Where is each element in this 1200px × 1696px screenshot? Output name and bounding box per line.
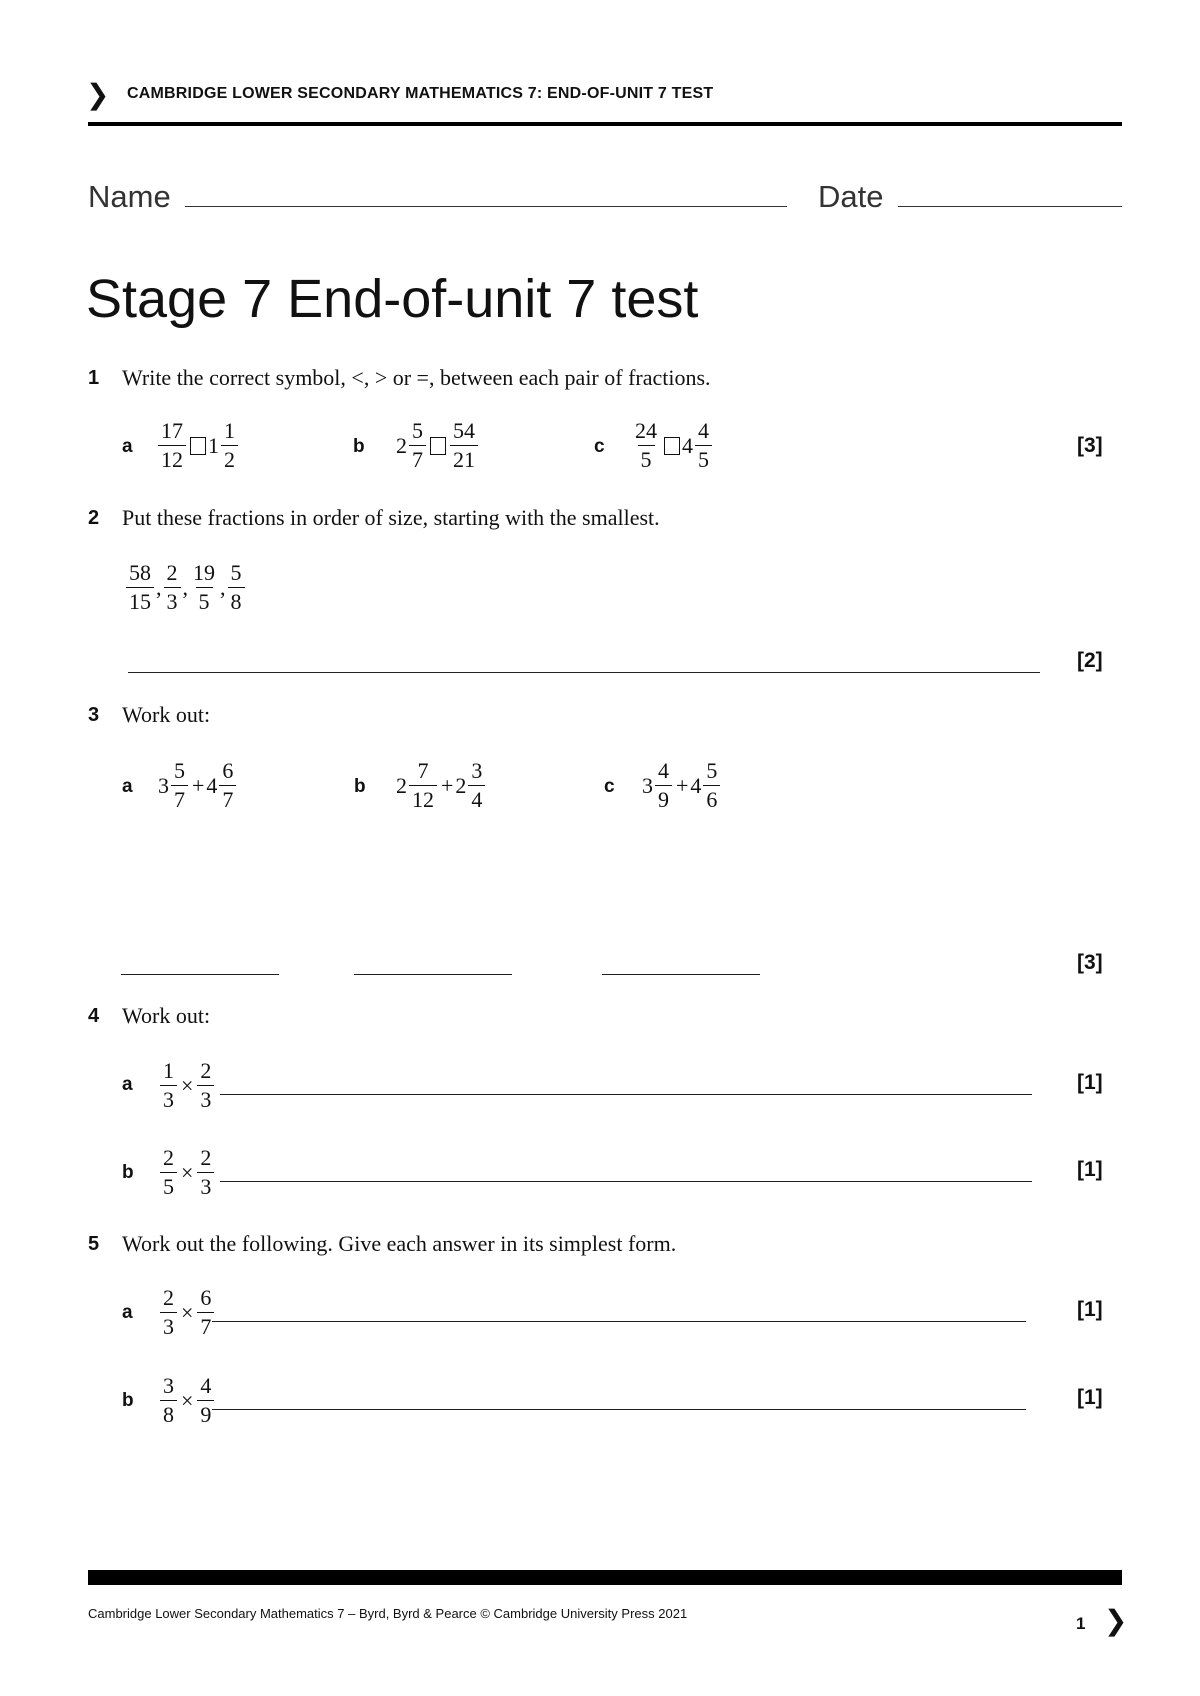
question-text: Write the correct symbol, <, > or =, between each pair of fractions.: [122, 365, 711, 390]
fraction-list: [124, 562, 247, 613]
question-number: 3: [88, 704, 100, 726]
fraction: $\frac{1}{3}$: [160, 1060, 177, 1111]
footer-rule: [88, 1570, 1122, 1585]
marks-label: [1]: [1077, 1158, 1103, 1181]
fraction: $\frac{17}{12}$: [158, 420, 186, 471]
name-label: Name: [88, 179, 171, 214]
question-text: Work out:: [122, 702, 211, 727]
comparison-expression: [156, 420, 240, 471]
fraction: $\frac{4}{9}$: [655, 760, 672, 811]
fraction: $\frac{1}{2}$: [221, 420, 238, 471]
symbol-answer-box[interactable]: [190, 437, 206, 455]
fraction: $\frac{3}{8}$: [160, 1375, 177, 1426]
marks-label: [1]: [1077, 1298, 1103, 1321]
fraction: $\frac{5}{6}$: [703, 760, 720, 811]
answer-line[interactable]: [602, 974, 760, 975]
question-text: Work out the following. Give each answer in its simplest form.: [122, 1231, 677, 1256]
answer-line[interactable]: [212, 1409, 1026, 1410]
marks-label: [3]: [1077, 434, 1103, 457]
fraction: $\frac{5}{8}$: [228, 562, 245, 613]
date-input-line[interactable]: [898, 176, 1122, 207]
operator: ×: [181, 1159, 194, 1185]
whole-number: 4: [690, 772, 702, 798]
part-label: b: [353, 436, 365, 457]
operator: ×: [181, 1299, 194, 1325]
fraction: $\frac{5}{7}$: [409, 420, 426, 471]
date-field-row: [818, 176, 1122, 215]
separator: ,: [156, 574, 162, 600]
name-input-line[interactable]: [185, 176, 787, 207]
operator: +: [676, 772, 689, 798]
whole-number: 2: [396, 772, 407, 798]
comparison-expression: [630, 420, 714, 471]
marks-label: [3]: [1077, 951, 1103, 974]
marks-label: [2]: [1077, 649, 1103, 672]
whole-number: 3: [158, 772, 169, 798]
question-text: Work out:: [122, 1003, 211, 1028]
separator: ,: [220, 574, 226, 600]
fraction: $\frac{2}{3}$: [197, 1147, 214, 1198]
fraction: $\frac{54}{21}$: [450, 420, 478, 471]
page-number: 1: [1076, 1614, 1086, 1633]
fraction: $\frac{2}{3}$: [164, 562, 181, 613]
page-title: Stage 7 End-of-unit 7 test: [86, 269, 699, 329]
fraction: $\frac{58}{15}$: [126, 562, 154, 613]
multiplication-expression: [158, 1287, 216, 1338]
answer-line[interactable]: [220, 1181, 1032, 1182]
marks-label: [1]: [1077, 1071, 1103, 1094]
addition-expression: [396, 760, 487, 811]
header-title: CAMBRIDGE LOWER SECONDARY MATHEMATICS 7: END-OF-UNIT 7 TEST: [127, 85, 714, 102]
part-label: a: [122, 1074, 133, 1095]
whole-number: 4: [206, 772, 218, 798]
multiplication-expression: [158, 1375, 216, 1426]
fraction: $\frac{6}{7}$: [197, 1287, 214, 1338]
answer-line[interactable]: [128, 672, 1040, 673]
part-label: c: [604, 776, 615, 797]
whole-number: 1: [208, 432, 219, 458]
part-label: a: [122, 1302, 133, 1323]
symbol-answer-box[interactable]: [430, 437, 446, 455]
marks-label: [1]: [1077, 1386, 1103, 1409]
separator: ,: [182, 574, 188, 600]
multiplication-expression: [158, 1147, 216, 1198]
whole-number: 2: [396, 432, 407, 458]
footer-text: Cambridge Lower Secondary Mathematics 7 – Byrd, Byrd & Pearce © Cambridge University Press 2021: [88, 1606, 688, 1621]
question-number: 2: [88, 507, 100, 529]
symbol-answer-box[interactable]: [664, 437, 680, 455]
question-number: 5: [88, 1233, 100, 1255]
answer-line[interactable]: [354, 974, 512, 975]
part-label: b: [122, 1162, 134, 1183]
answer-line[interactable]: [212, 1321, 1026, 1322]
next-page-chevron-icon[interactable]: ❯: [1104, 1604, 1128, 1637]
part-label: b: [354, 776, 366, 797]
name-field-row: [88, 176, 787, 215]
addition-expression: [642, 760, 722, 811]
fraction: $\frac{19}{5}$: [193, 560, 215, 614]
operator: ×: [181, 1072, 194, 1098]
question-number: 1: [88, 367, 100, 389]
fraction: $\frac{3}{4}$: [468, 760, 485, 811]
fraction: $\frac{24}{5}$: [635, 418, 657, 472]
chevron-right-icon: ❯: [86, 78, 110, 111]
whole-number: 2: [455, 772, 467, 798]
fraction: $\frac{7}{12}$: [409, 760, 437, 811]
operator: ×: [181, 1387, 194, 1413]
question-text: Put these fractions in order of size, starting with the smallest.: [122, 505, 660, 530]
part-label: c: [594, 436, 605, 457]
operator: +: [441, 772, 454, 798]
answer-line[interactable]: [121, 974, 279, 975]
addition-expression: [158, 760, 238, 811]
date-label: Date: [818, 179, 884, 214]
fraction: $\frac{5}{7}$: [171, 760, 188, 811]
multiplication-expression: [158, 1060, 216, 1111]
fraction: $\frac{4}{5}$: [695, 420, 712, 471]
fraction: $\frac{2}{5}$: [160, 1147, 177, 1198]
whole-number: 3: [642, 772, 653, 798]
question-number: 4: [88, 1005, 100, 1027]
fraction: $\frac{6}{7}$: [219, 760, 236, 811]
answer-line[interactable]: [220, 1094, 1032, 1095]
fraction: $\frac{2}{3}$: [160, 1287, 177, 1338]
comparison-expression: [396, 420, 480, 471]
part-label: a: [122, 776, 133, 797]
header-rule: [88, 122, 1122, 126]
part-label: a: [122, 436, 133, 457]
part-label: b: [122, 1390, 134, 1411]
fraction: $\frac{2}{3}$: [197, 1060, 214, 1111]
fraction: $\frac{4}{9}$: [197, 1375, 214, 1426]
operator: +: [192, 772, 205, 798]
whole-number: 4: [682, 432, 693, 458]
